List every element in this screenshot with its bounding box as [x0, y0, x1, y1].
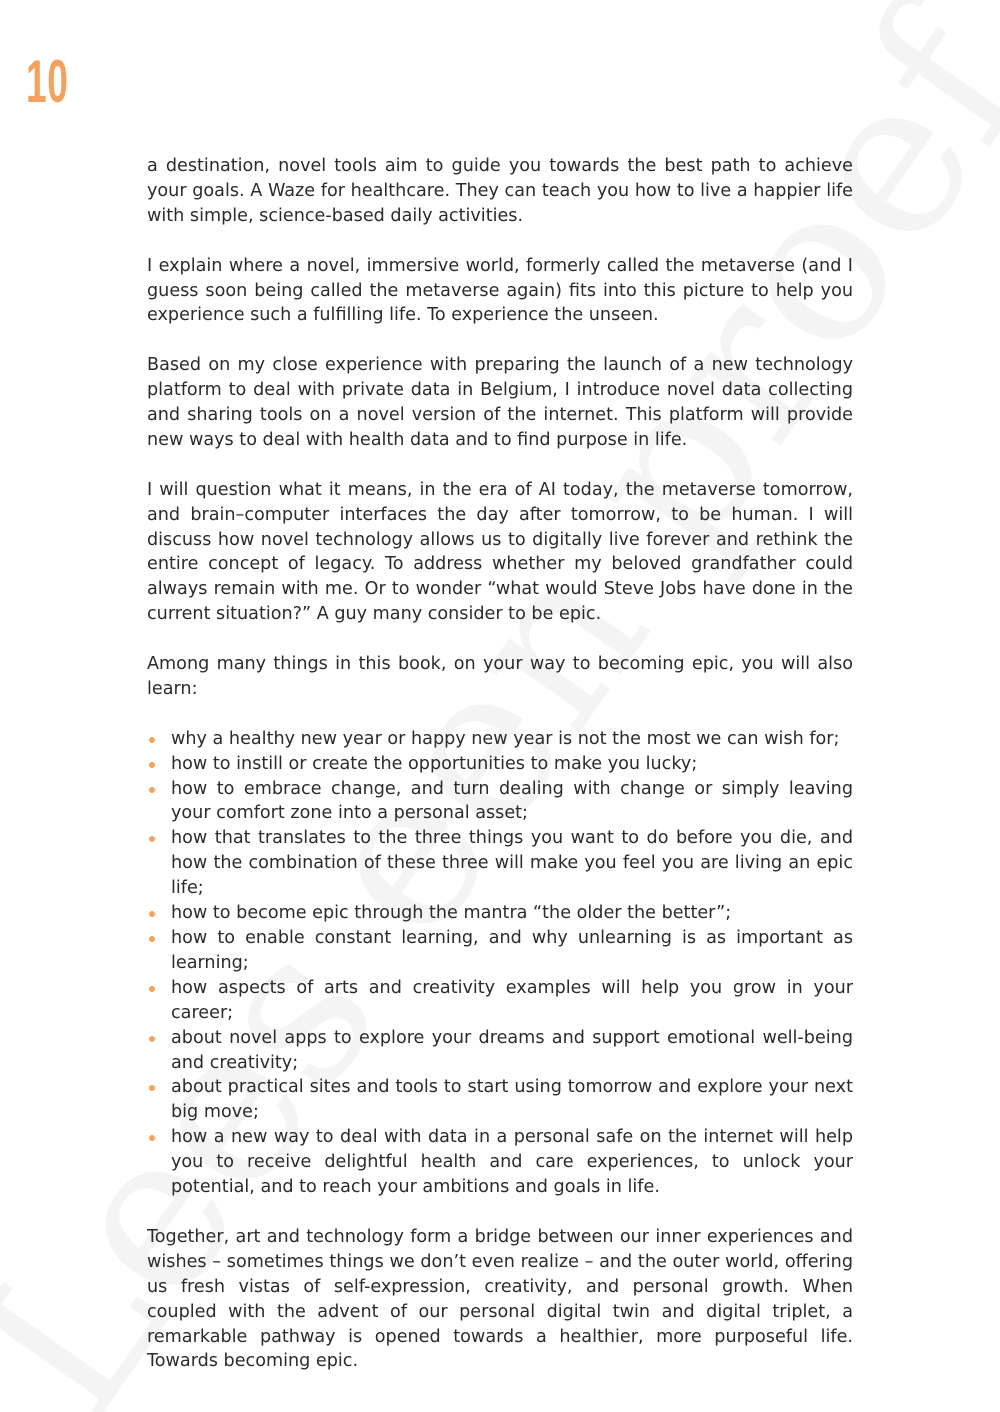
list-item-text: how that translates to the three things you want to do before you die, and how the combination of these three will make you feel you are living an epic life;	[171, 828, 853, 899]
bullet-icon	[149, 836, 155, 842]
list-item-text: how to instill or create the opportunities to make you lucky;	[171, 753, 698, 774]
bullet-icon	[149, 787, 155, 793]
list-item-text: about novel apps to explore your dreams and support emotional well-being and creativity;	[171, 1027, 853, 1073]
bullet-icon	[149, 986, 155, 992]
list-item-text: how to embrace change, and turn dealing with change or simply leaving your comfort zone into a personal asset;	[171, 778, 853, 824]
list-item-text: how a new way to deal with data in a personal safe on the internet will help you to receive delightful health and care experiences, to unlock your potential, and to reach your ambitions and goals in life.	[171, 1127, 853, 1198]
bullet-icon	[149, 936, 155, 942]
bullet-icon	[149, 762, 155, 768]
list-item	[147, 752, 853, 777]
list-item	[147, 777, 853, 827]
list-item-text: how to become epic through the mantra “the older the better”;	[171, 903, 732, 924]
bullet-icon	[149, 1085, 155, 1091]
list-item-text: why a healthy new year or happy new year is not the most we can wish for;	[171, 728, 840, 749]
paragraph: I explain where a novel, immersive world, formerly called the metaverse (and I guess soon being called the metaverse again) fits into this picture to help you experience such a fulfilling life. To experience the unseen.	[147, 255, 853, 326]
list-item	[147, 976, 853, 1026]
bullet-icon	[149, 911, 155, 917]
bullet-icon	[149, 737, 155, 743]
list-item	[147, 727, 853, 752]
list-item	[147, 1026, 853, 1076]
paragraph: a destination, novel tools aim to guide you towards the best path to achieve your goals. A Waze for healthcare. They can teach you how to live a happier life with simple, science-based daily activities.	[147, 156, 853, 226]
page-number: 10	[26, 48, 69, 115]
body-text	[147, 154, 853, 1399]
learning-list	[147, 727, 853, 1200]
paragraph: Based on my close experience with preparing the launch of a new technology platform to deal with private data in Belgium, I introduce novel data collecting and sharing tools on a novel version of the internet. This platform will provide new ways to deal with health data and to find purpose in life.	[147, 355, 853, 450]
list-item-text: about practical sites and tools to start using tomorrow and explore your next big move;	[171, 1077, 853, 1123]
list-item	[147, 926, 853, 976]
bullet-icon	[149, 1036, 155, 1042]
list-item	[147, 1125, 853, 1200]
list-item	[147, 901, 853, 926]
list-item-text: how to enable constant learning, and why unlearning is as important as learning;	[171, 928, 853, 973]
list-item	[147, 826, 853, 901]
list-item	[147, 1075, 853, 1125]
paragraph: I will question what it means, in the era of AI today, the metaverse tomorrow, and brain–computer interfaces the day after tomorrow, to be human. I will discuss how novel technology allows us to digitally live forever and rethink the entire concept of legacy. To address whether my beloved grandfather could always remain with me. Or to wonder “what would Steve Jobs have done in the current situation?” A guy many consider to be epic.	[147, 479, 853, 625]
paragraph: Among many things in this book, on your way to becoming epic, you will also learn:	[147, 654, 853, 699]
list-item-text: how aspects of arts and creativity examples will help you grow in your career;	[171, 977, 853, 1023]
closing-paragraph: Together, art and technology form a bridge between our inner experiences and wishes – sometimes things we don’t even realize – and the outer world, offering us fresh vistas of self-expression, creativity, and personal growth. When coupled with the advent of our personal digital twin and digital triplet, a remarkable pathway is opened towards a healthier, more purposeful life. Towards becoming epic.	[147, 1226, 853, 1372]
bullet-icon	[149, 1135, 155, 1141]
